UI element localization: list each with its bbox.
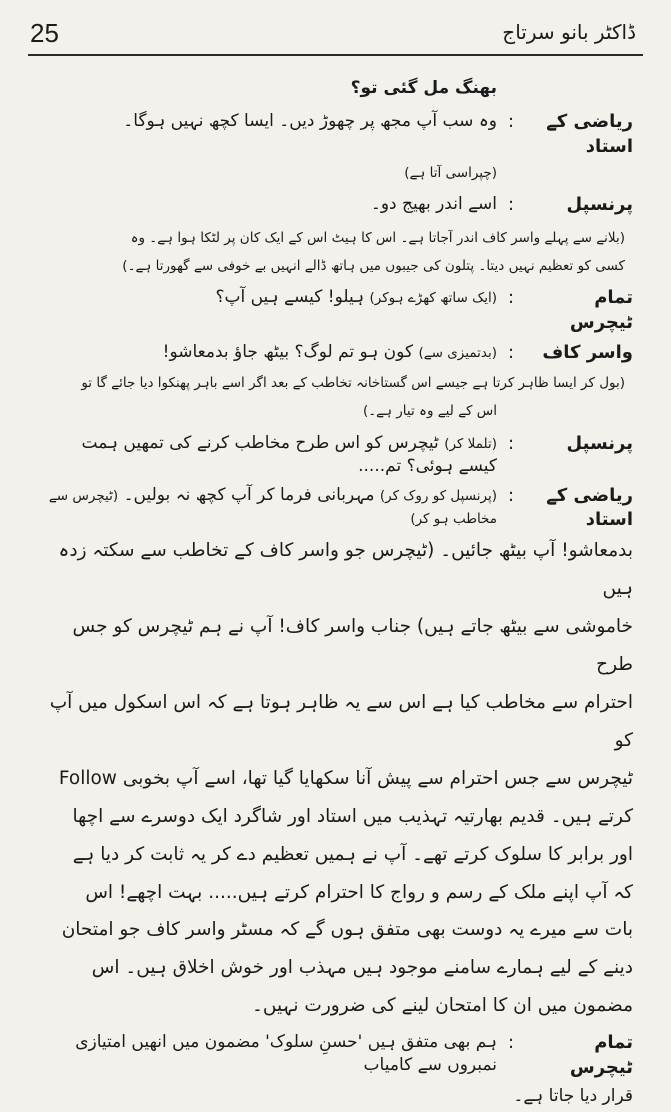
dialogue-row bbox=[38, 1031, 633, 1080]
speaker-name: ریاضی کے استاد bbox=[546, 111, 633, 157]
colon: : bbox=[507, 287, 515, 309]
colon: : bbox=[507, 341, 515, 363]
speech bbox=[38, 341, 497, 364]
speaker-name: پرنسپل bbox=[566, 432, 633, 454]
speech bbox=[38, 432, 497, 478]
text-line: دینے کے لیے ہمارے سامنے موجود ہیں مہذب اور خوش اخلاق ہیں۔ اس bbox=[91, 957, 633, 979]
text-line: کہ آپ اپنے ملک کے رسم و رواج کا احترام کرتے ہیں..... بہت اچھے! اس bbox=[85, 881, 633, 903]
dialogue-row bbox=[38, 193, 633, 217]
speech: وہ سب آپ مجھ پر چھوڑ دیں۔ ایسا کچھ نہیں ہوگا۔ bbox=[123, 111, 497, 132]
stage-direction: (ایک ساتھ کھڑے ہوکر) bbox=[369, 290, 497, 307]
colon: : bbox=[507, 194, 515, 216]
dialogue-row bbox=[38, 484, 633, 533]
text-line: مضمون میں ان کا امتحان لینے کی ضرورت نہیں۔ bbox=[252, 995, 633, 1017]
stage-direction: (ٹیچرس سے مخاطب ہو کر) bbox=[48, 487, 497, 527]
colon: : bbox=[507, 111, 515, 133]
text-line: قرار دیا جاتا ہے۔ bbox=[513, 1085, 633, 1106]
running-head: ڈاکٹر بانو سرتاج bbox=[502, 20, 636, 44]
speaker-name: واسر کاف bbox=[542, 341, 633, 363]
text-line: ٹیچرس سے جس احترام سے پیش آنا سکھایا گیا تھا، اسے آپ بخوبی Follow bbox=[58, 767, 633, 789]
text-line: بات سے میرے یہ دوست بھی متفق ہوں گے کہ مسٹر واسر کاف جو امتحان bbox=[61, 919, 633, 941]
speech: اسے اندر بھیج دو۔ bbox=[370, 194, 497, 215]
stage-direction: (پرنسپل کو روک کر) bbox=[379, 487, 497, 504]
stage-direction: کسی کو تعظیم نہیں دیتا۔ پتلون کی جیبوں میں ہاتھ ڈالے انہیں بے خوفی سے گھورتا ہے۔) bbox=[122, 257, 625, 274]
dialogue-row bbox=[38, 432, 633, 478]
dialogue-row bbox=[38, 341, 633, 365]
speaker-name: تمام ٹیچرس bbox=[569, 287, 633, 333]
speech-text: ٹیچرس کو اس طرح مخاطب کرنے کی تمھیں ہمت کیسے ہوئی؟ تم..... bbox=[81, 432, 497, 476]
page-header bbox=[30, 18, 636, 52]
stage-direction: (بدتمیزی سے) bbox=[418, 344, 497, 361]
speech-text: مہربانی فرما کر آپ کچھ نہ بولیں۔ bbox=[123, 484, 375, 505]
text-line: احترام سے مخاطب کیا ہے اس سے یہ ظاہر ہوتا ہے کہ اس اسکول میں آپ کو bbox=[49, 691, 633, 751]
speech-text: ہیلو! کیسے ہیں آپ؟ bbox=[215, 287, 365, 308]
speech-paragraph bbox=[38, 532, 633, 1025]
colon: : bbox=[507, 432, 515, 454]
text-line: کرتے ہیں۔ قدیم بھارتیہ تہذیب میں استاد اور شاگرد ایک دوسرے سے اچھا bbox=[72, 805, 633, 827]
page-number: 25 bbox=[30, 18, 59, 48]
speaker-name: تمام ٹیچرس bbox=[569, 1032, 633, 1078]
colon: : bbox=[507, 484, 515, 506]
stage-direction: (چپراسی آتا ہے) bbox=[404, 164, 497, 181]
text-line: بھنگ مل گئی تو؟ bbox=[350, 78, 497, 98]
stage-direction: (بلانے سے پہلے واسر کاف اندر آجاتا ہے۔ اس کا ہیٹ اس کے ایک کان پر لٹکا ہوا ہے۔ وہ bbox=[130, 229, 625, 246]
text-line: بدمعاشو! آپ بیٹھ جائیں۔ (ٹیچرس جو واسر کاف کے تخاطب سے سکتہ زدہ ہیں bbox=[58, 540, 633, 600]
colon: : bbox=[507, 1032, 515, 1054]
text-line: اور برابر کا سلوک کرتے تھے۔ آپ نے ہمیں تعظیم دے کر یہ ثابت کر دیا ہے bbox=[72, 843, 633, 865]
speaker-name: پرنسپل bbox=[566, 194, 633, 216]
header-rule bbox=[28, 54, 643, 56]
page-body bbox=[38, 72, 633, 1112]
stage-direction: (تلملا کر) bbox=[444, 435, 497, 452]
stage-direction: (بول کر ایسا ظاہر کرتا ہے جیسے اس گستاخانہ تخاطب کے بعد اگر اسے باہر پھنکوا دیا جائے گا تو bbox=[81, 375, 625, 392]
speech: ہم بھی متفق ہیں 'حسنِ سلوک' مضمون میں انھیں امتیازی نمبروں سے کامیاب bbox=[75, 1032, 497, 1076]
speaker-name: ریاضی کے استاد bbox=[546, 484, 633, 530]
dialogue-row bbox=[38, 110, 633, 159]
stage-direction: اس کے لیے وہ تیار ہے۔) bbox=[362, 403, 497, 420]
dialogue-row bbox=[38, 286, 633, 335]
speech bbox=[38, 286, 497, 309]
text-line: خاموشی سے بیٹھ جاتے ہیں) جناب واسر کاف! آپ نے ہم ٹیچرس کو جس طرح bbox=[72, 616, 633, 676]
speech bbox=[38, 484, 497, 530]
speech-text: کون ہو تم لوگ؟ بیٹھ جاؤ بدمعاشو! bbox=[162, 341, 414, 362]
